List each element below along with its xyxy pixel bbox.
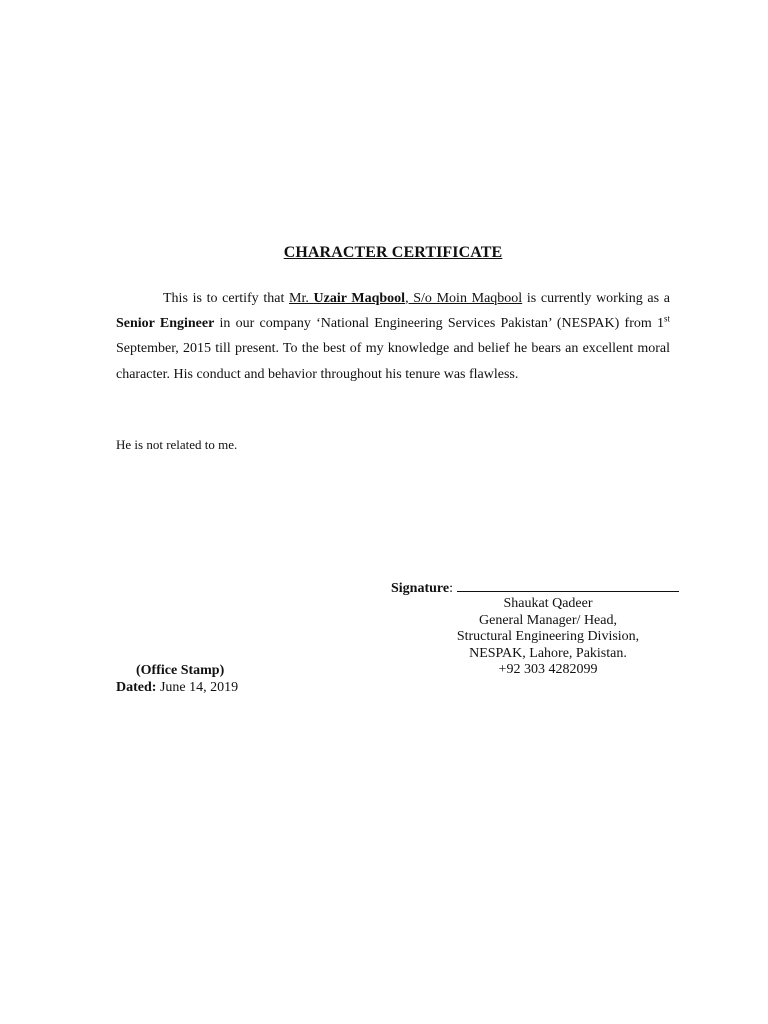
signatory-division: Structural Engineering Division,	[456, 629, 640, 645]
body-intro: This is to certify that	[163, 291, 290, 306]
date-line	[116, 680, 238, 696]
signature-blank	[457, 579, 679, 592]
signature-line	[391, 579, 679, 597]
dated-label: Dated:	[116, 680, 157, 695]
signatory-phone: +92 303 4282099	[498, 662, 598, 678]
signatory-location: NESPAK, Lahore, Pakistan.	[469, 645, 627, 661]
body-company: in our company ‘National Engineering Services Pakistan’ (NESPAK) from 1	[214, 316, 664, 332]
job-position: Senior Engineer	[116, 316, 215, 332]
signatory-name: Shaukat Qadeer	[503, 596, 593, 611]
certificate-title: CHARACTER CERTIFICATE	[283, 244, 503, 261]
person-name: Uzair Maqbool	[313, 291, 406, 306]
signature-label: Signature	[391, 581, 450, 596]
signatory-designation: General Manager/ Head,	[479, 612, 617, 628]
body-closing: September, 2015 till present. To the best of my knowledge and belief he bears an excellent moral character. His conduct and behavior throughout his tenure was flawless.	[116, 341, 670, 382]
signatory-block	[420, 596, 676, 679]
person-name-underlined	[289, 291, 522, 306]
office-stamp-label: (Office Stamp)	[136, 663, 225, 678]
certificate-body	[116, 286, 670, 387]
signature-colon: :	[449, 581, 453, 596]
son-of: , S/o Moin Maqbool	[405, 291, 523, 306]
body-employment: is currently working as a	[522, 291, 670, 306]
honorific: Mr.	[289, 291, 314, 306]
date-ordinal-suffix: st	[664, 313, 671, 324]
dated-value: June 14, 2019	[156, 680, 239, 695]
not-related-statement: He is not related to me.	[116, 437, 238, 452]
